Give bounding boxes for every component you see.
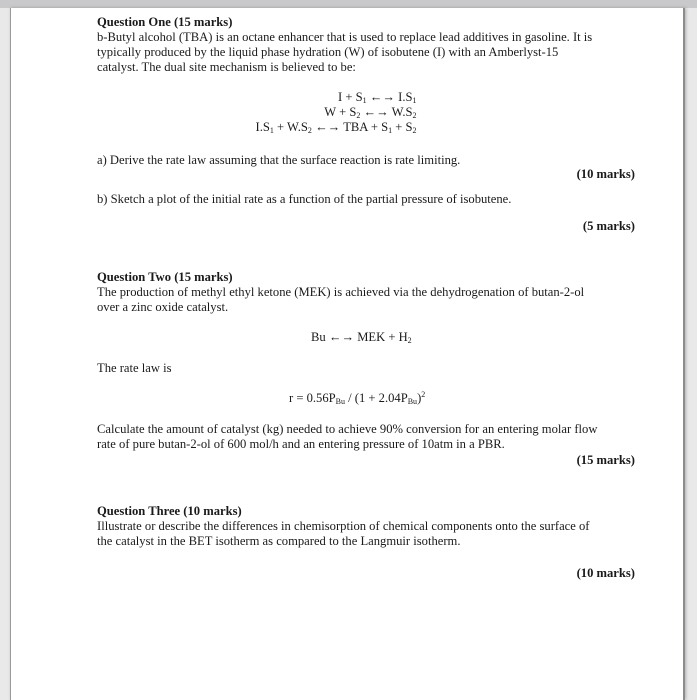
q2-reaction: Bu ←→ MEK + $H_2$	[311, 330, 412, 345]
q1-heading: Question One (15 marks)	[97, 15, 233, 29]
q2-rate-equation: $r = 0.56P_{Bu} / (1 + 2.04P_{Bu})^2$	[289, 390, 426, 406]
q1-part-b: b) Sketch a plot of the initial rate as a function of the partial pressure of isobutene.	[97, 192, 512, 206]
q2-rate-law-label: The rate law is	[97, 361, 172, 375]
q2-marks: (15 marks)	[576, 453, 635, 467]
document-page	[10, 8, 685, 700]
q3-marks: (10 marks)	[576, 566, 635, 580]
q1-part-a: a) Derive the rate law assuming that the surface reaction is rate limiting.	[97, 153, 461, 167]
q2-intro-line-2: over a zinc oxide catalyst.	[97, 300, 229, 314]
q1-part-a-marks: (10 marks)	[576, 167, 635, 181]
mechanism-step-1: $I + S_1$ ←→ $I.S_1$	[338, 90, 417, 105]
q3-task-line-2: the catalyst in the BET isotherm as compared to the Langmuir isotherm.	[97, 534, 461, 548]
q3-heading: Question Three (10 marks)	[97, 504, 242, 518]
q2-heading: Question Two (15 marks)	[97, 270, 233, 284]
q3-task-line-1: Illustrate or describe the differences in chemisorption of chemical components onto the surface of	[97, 519, 590, 533]
window-frame-top	[0, 0, 697, 8]
q1-intro-line-1: b-Butyl alcohol (TBA) is an octane enhancer that is used to replace lead additives in gasoline. It is	[97, 30, 593, 44]
q1-intro-line-3: catalyst. The dual site mechanism is believed to be:	[97, 60, 356, 74]
q2-intro-line-1: The production of methyl ethyl ketone (MEK) is achieved via the dehydrogenation of butan-2-ol	[97, 285, 585, 299]
mechanism-step-3: $I.S_1 + W.S_2$ ←→ TBA + $S_1 + S_2$	[255, 120, 417, 135]
mechanism-step-2: $W + S_2$ ←→ $W.S_2$	[324, 105, 417, 120]
q2-task-line-2: rate of pure butan-2-ol of 600 mol/h and an entering pressure of 10atm in a PBR.	[97, 437, 505, 451]
q1-part-b-marks: (5 marks)	[582, 219, 635, 233]
q1-intro-line-2: typically produced by the liquid phase hydration (W) of isobutene (I) with an Amberlyst-15	[97, 45, 559, 59]
q2-task-line-1: Calculate the amount of catalyst (kg) needed to achieve 90% conversion for an entering molar flow	[97, 422, 598, 436]
q1-mechanism-block	[11, 90, 683, 135]
